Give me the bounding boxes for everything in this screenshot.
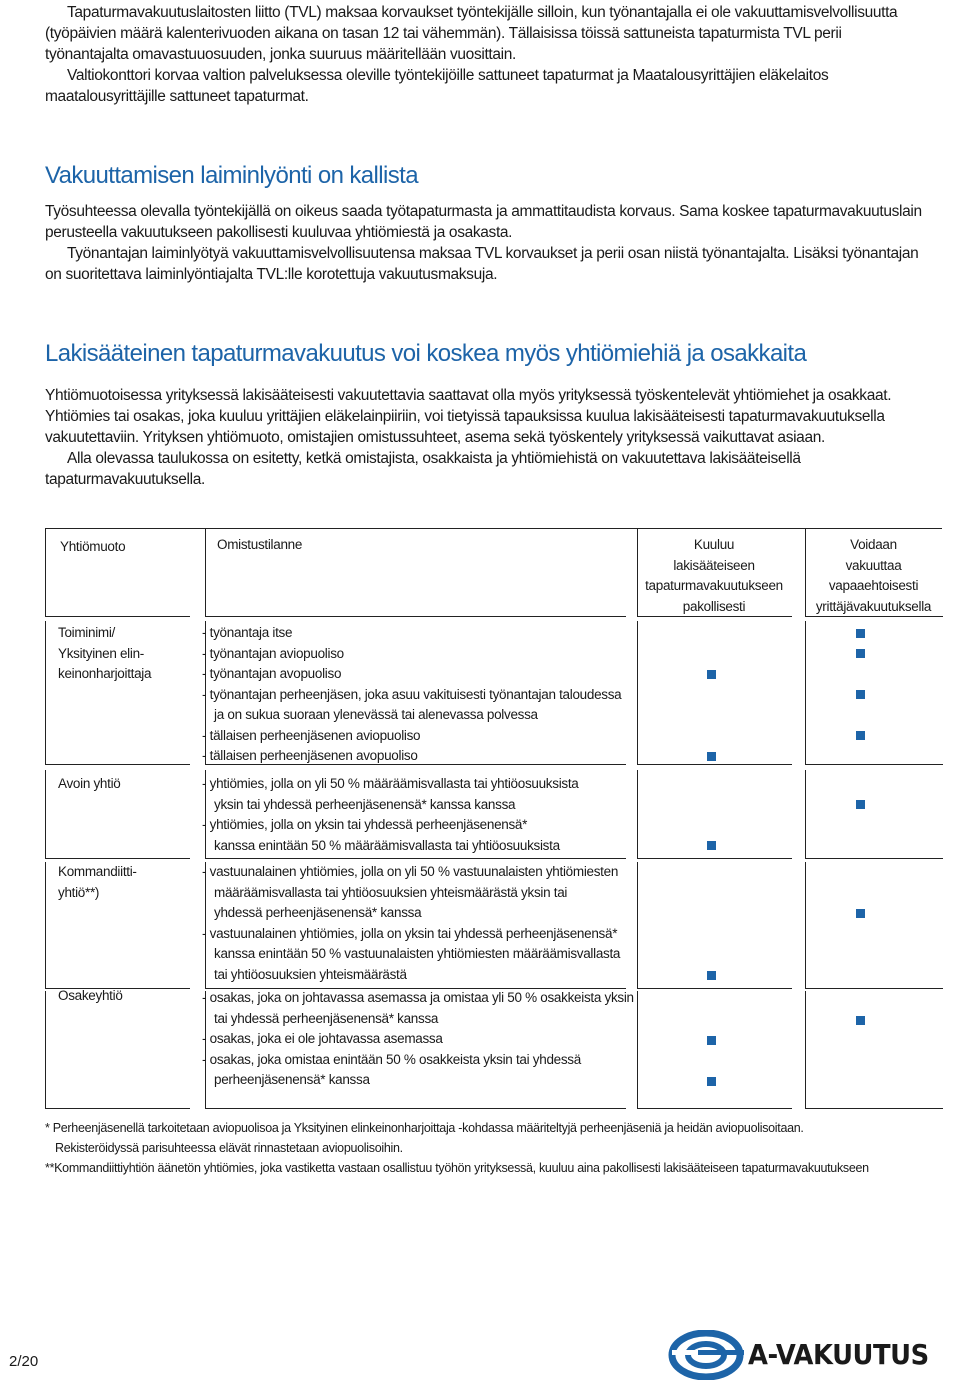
a-vakuutus-logo [668,1330,948,1380]
intro-paragraph-2: Valtiokonttori korvaa valtion palveluksessa oleville työntekijöille sattuneet tapaturmat ja Maatalousyrittäjien eläkelaitos maatalousyrittäjille sattuneet tapaturmat. [45,67,829,105]
table-row: - työnantaja itse [202,625,293,640]
table-row: - työnantajan perheenjäsen, joka asuu vakituisesti työnantajan taloudessa [202,686,622,702]
header-omistustilanne: Omistustilanne [217,537,303,552]
section-heading-lakisaateinen: Lakisääteinen tapaturmavakuutus voi koskea myös yhtiömiehiä ja osakkaita [45,340,807,367]
page-number: 2/20 [9,1353,39,1370]
mand-box-osakeyhtio [637,991,792,1109]
group-lines-kommandiitti [202,862,620,985]
table-row: - työnantajan aviopuoliso [202,645,344,661]
logo-text: A-VAKUUTUS [748,1338,929,1371]
table-row: määräämisvallasta tai yhtiöosuuksien yhteismäärästä yksin tai [214,884,568,900]
group-lines-avoin [202,774,579,856]
table-row: yksin tai yhdessä perheenjäsenensä* kanssa kanssa [214,796,516,812]
group-name-avoin: Avoin yhtiö [58,776,121,791]
mand-box-toiminimi [637,621,792,765]
table-row: - tällaisen perheenjäsenen aviopuoliso [202,727,421,743]
vol-box-kommandiitti [805,862,943,989]
mandatory-marker [707,752,716,761]
mand-box-kommandiitti [637,862,792,989]
group-lines-toiminimi [202,623,621,767]
header-voluntary: Voidaan vakuuttaa vapaaehtoisesti yrittäjävakuutuksella [815,537,932,614]
voluntary-marker [856,731,865,740]
header-mandatory: Kuuluu lakisääteiseen tapaturmavakuutukseen pakollisesti [645,537,783,614]
section1-paragraph-2: Työnantajan laiminlyötyä vakuuttamisvelvollisuutensa maksaa TVL korvaukset ja perii osan niistä työnantajalta. Lisäksi työnantajan on suoritettava laiminlyöntiajalta TVL:lle korotettuja vakuutusmaksuja. [45,245,919,283]
mandatory-marker [707,670,716,679]
section1-text [45,201,925,285]
table-row: - osakas, joka omistaa enintään 50 % osakkeista yksin tai yhdessä [202,1051,581,1067]
table-row: kanssa enintään 50 % vastuunalaisten yhtiömiesten määräämisvallasta [214,946,621,961]
logo-emblem-icon [668,1330,748,1380]
vol-box-avoin [805,770,943,859]
intro-paragraph-1: Tapaturmavakuutuslaitosten liitto (TVL) maksaa korvaukset työntekijälle silloin, kun työnantajalla ei ole vakuuttamisvelvollisuutta (työpäivien määrä kalenterivuoden aikana on tasan 12 tai vähemmän). Tällaisissa töissä sattuneista tapaturmista TVL perii työnantajalta omavastuuosuuden, jonka suuruus määritellään vuosittain. [45,4,898,63]
voluntary-marker [856,629,865,638]
table-row: - vastuunalainen yhtiömies, jolla on yli 50 % vastuunalaisten yhtiömiesten [202,864,619,879]
table-row: - yhtiömies, jolla on yksin tai yhdessä perheenjäsenensä* [202,817,528,832]
mandatory-marker [707,971,716,980]
table-row: yhdessä perheenjäsenensä* kanssa [214,905,422,920]
table-row: - yhtiömies, jolla on yli 50 % määräämisvallasta tai yhtiöosuuksista [202,776,579,791]
table-row: kanssa enintään 50 % määräämisvallasta tai yhtiöosuuksista [214,837,560,853]
mandatory-marker [707,841,716,850]
mandatory-marker [707,1036,716,1045]
table-row: perheenjäsenensä* kanssa [214,1072,370,1087]
section1-paragraph-1: Työsuhteessa olevalla työntekijällä on oikeus saada työtapaturmasta ja ammattitaudista korvaus. Sama koskee tapaturmavakuutuslain perusteella vakuutukseen pakollisesti kuuluvaa yhtiömiestä ja osakasta. [45,203,922,241]
mandatory-marker [707,1077,716,1086]
group-name-osakeyhtio: Osakeyhtiö [58,988,123,1003]
table-row: - tällaisen perheenjäsenen avopuoliso [202,748,418,763]
footnotes [45,1118,945,1178]
section2-paragraph-1: Yhtiömuotoisessa yrityksessä lakisääteisesti vakuutettavia saattavat olla myös yrityksessä työskentelevät yhtiömiehet ja osakkaat. Yhtiömies tai osakas, joka kuuluu yrittäjien eläkelainpiiriin, voi tietyissä tapauksissa kuulua lakisääteisesti tapaturmavakuutuksella vakuutettaviin. Yrityksen yhtiömuoto, omistajien omistussuhteet, asema sekä työskentely yrityksessä vaikuttavat asiaan. [45,387,892,446]
group-name-toiminimi: Toiminimi/ Yksityinen elin- keinonharjoittaja [58,625,152,681]
group-lines-osakeyhtio [202,988,634,1091]
voluntary-marker [856,800,865,809]
voluntary-marker [856,690,865,699]
footnote-1-continued: Rekisteröidyssä parisuhteessa elävät rinnastetaan aviopuolisoihin. [55,1141,403,1155]
voluntary-marker [856,1016,865,1025]
header-yhtiomuoto: Yhtiömuoto [60,539,126,554]
table-row: - vastuunalainen yhtiömies, jolla on yksin tai yhdessä perheenjäsenensä* [202,925,618,941]
table-row: - osakas, joka ei ole johtavassa asemassa [202,1031,443,1046]
ownership-table [45,528,942,1108]
table-row: ja on sukua suoraan ylenevässä tai alenevassa polvessa [214,707,538,722]
footnote-2: **Kommandiittiyhtiön äänetön yhtiömies, joka vastiketta vastaan osallistuu työhön yrityksessä, kuuluu aina pakollisesti lakisääteiseen tapaturmavakuutukseen [45,1161,869,1175]
table-row: - osakas, joka on johtavassa asemassa ja omistaa yli 50 % osakkeista yksin [202,990,634,1005]
voluntary-marker [856,649,865,658]
group-box-osakeyhtio [45,991,190,1109]
footnote-1: * Perheenjäsenellä tarkoitetaan aviopuolisoa ja Yksityinen elinkeinonharjoittaja -kohdassa määriteltyjä perheenjäseniä ja heidän aviopuolisoitaan. [45,1121,804,1135]
vol-box-osakeyhtio [805,991,943,1109]
table-row: tai yhdessä perheenjäsenensä* kanssa [214,1010,439,1026]
group-name-kommandiitti: Kommandiitti- yhtiö**) [58,864,137,900]
section2-text [45,385,925,490]
voluntary-marker [856,909,865,918]
table-row: - työnantajan avopuoliso [202,666,342,681]
vol-box-toiminimi [805,621,943,765]
section-heading-laiminlyonti: Vakuuttamisen laiminlyönti on kallista [45,162,418,189]
intro-text [45,2,925,107]
table-row: tai yhtiöosuuksien yhteismäärästä [214,966,407,982]
section2-paragraph-2: Alla olevassa taulukossa on esitetty, ketkä omistajista, osakkaista ja yhtiömiehistä on vakuutettava lakisääteisellä tapaturmavakuutuksella. [45,450,801,488]
